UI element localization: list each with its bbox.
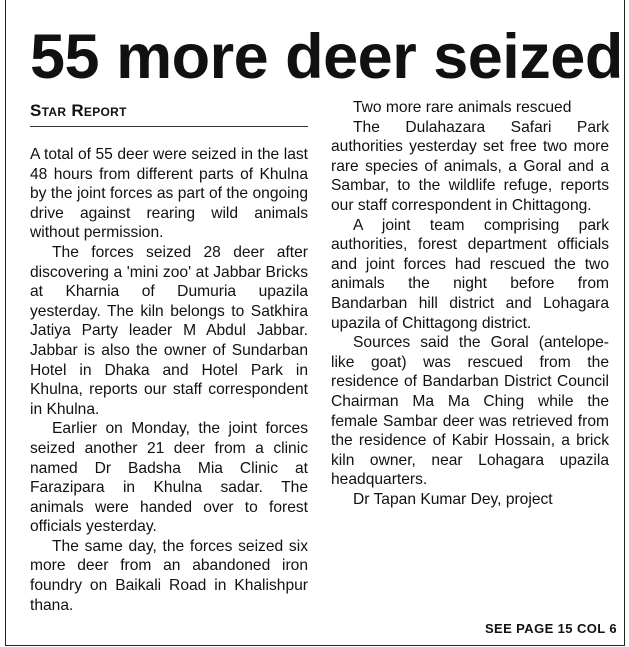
- headline: 55 more deer seized: [30, 22, 623, 92]
- right-column: [331, 98, 609, 509]
- paragraph: The Dulahazara Safari Park authorities yesterday set free two more rare species of animals, a Goral and a Sambar, to the wildlife refuge, reports our staff correspondent in Chittagong.: [331, 118, 609, 214]
- paragraph: The same day, the forces seized six more deer from an abandoned iron foundry on Baikali Road in Khalishpur thana.: [30, 537, 308, 614]
- paragraph: A total of 55 deer were seized in the last 48 hours from different parts of Khulna by the joint forces as part of the ongoing drive against rearing wild animals without permission.: [30, 146, 308, 242]
- byline: Star Report: [30, 98, 308, 127]
- left-column: [30, 98, 308, 615]
- paragraph: Earlier on Monday, the joint forces seized another 21 deer from a clinic named Dr Badsha Mia Clinic at Farazipara in Khulna sadar. The animals were handed over to forest officials yesterday.: [30, 420, 308, 536]
- paragraph: The forces seized 28 deer after discovering a 'mini zoo' at Jabbar Bricks at Kharnia of Dumuria upazila yesterday. The kiln belongs to Satkhira Jatiya Party leader M Abdul Jabbar. Jabbar is also the owner of Sundarban Hotel in Dhaka and Hotel Park in Khulna, reports our staff correspondent in Khulna.: [30, 243, 308, 418]
- paragraph: A joint team comprising park authorities, forest department officials and joint forces had rescued the two animals the night before from Bandarban hill district and Lohagara upazila of Chittagong district.: [331, 216, 609, 332]
- paragraph: Sources said the Goral (antelope-like goat) was rescued from the residence of Bandarban District Council Chairman Ma Ma Ching while the female Sambar deer was retrieved from the residence of Kabir Hossain, a brick kiln owner, near Lohagara upazila headquarters.: [331, 334, 609, 489]
- subhead: Two more rare animals rescued: [353, 99, 572, 116]
- paragraph: Dr Tapan Kumar Dey, project: [353, 490, 553, 508]
- continued-jump-line: SEE PAGE 15 COL 6: [484, 621, 617, 636]
